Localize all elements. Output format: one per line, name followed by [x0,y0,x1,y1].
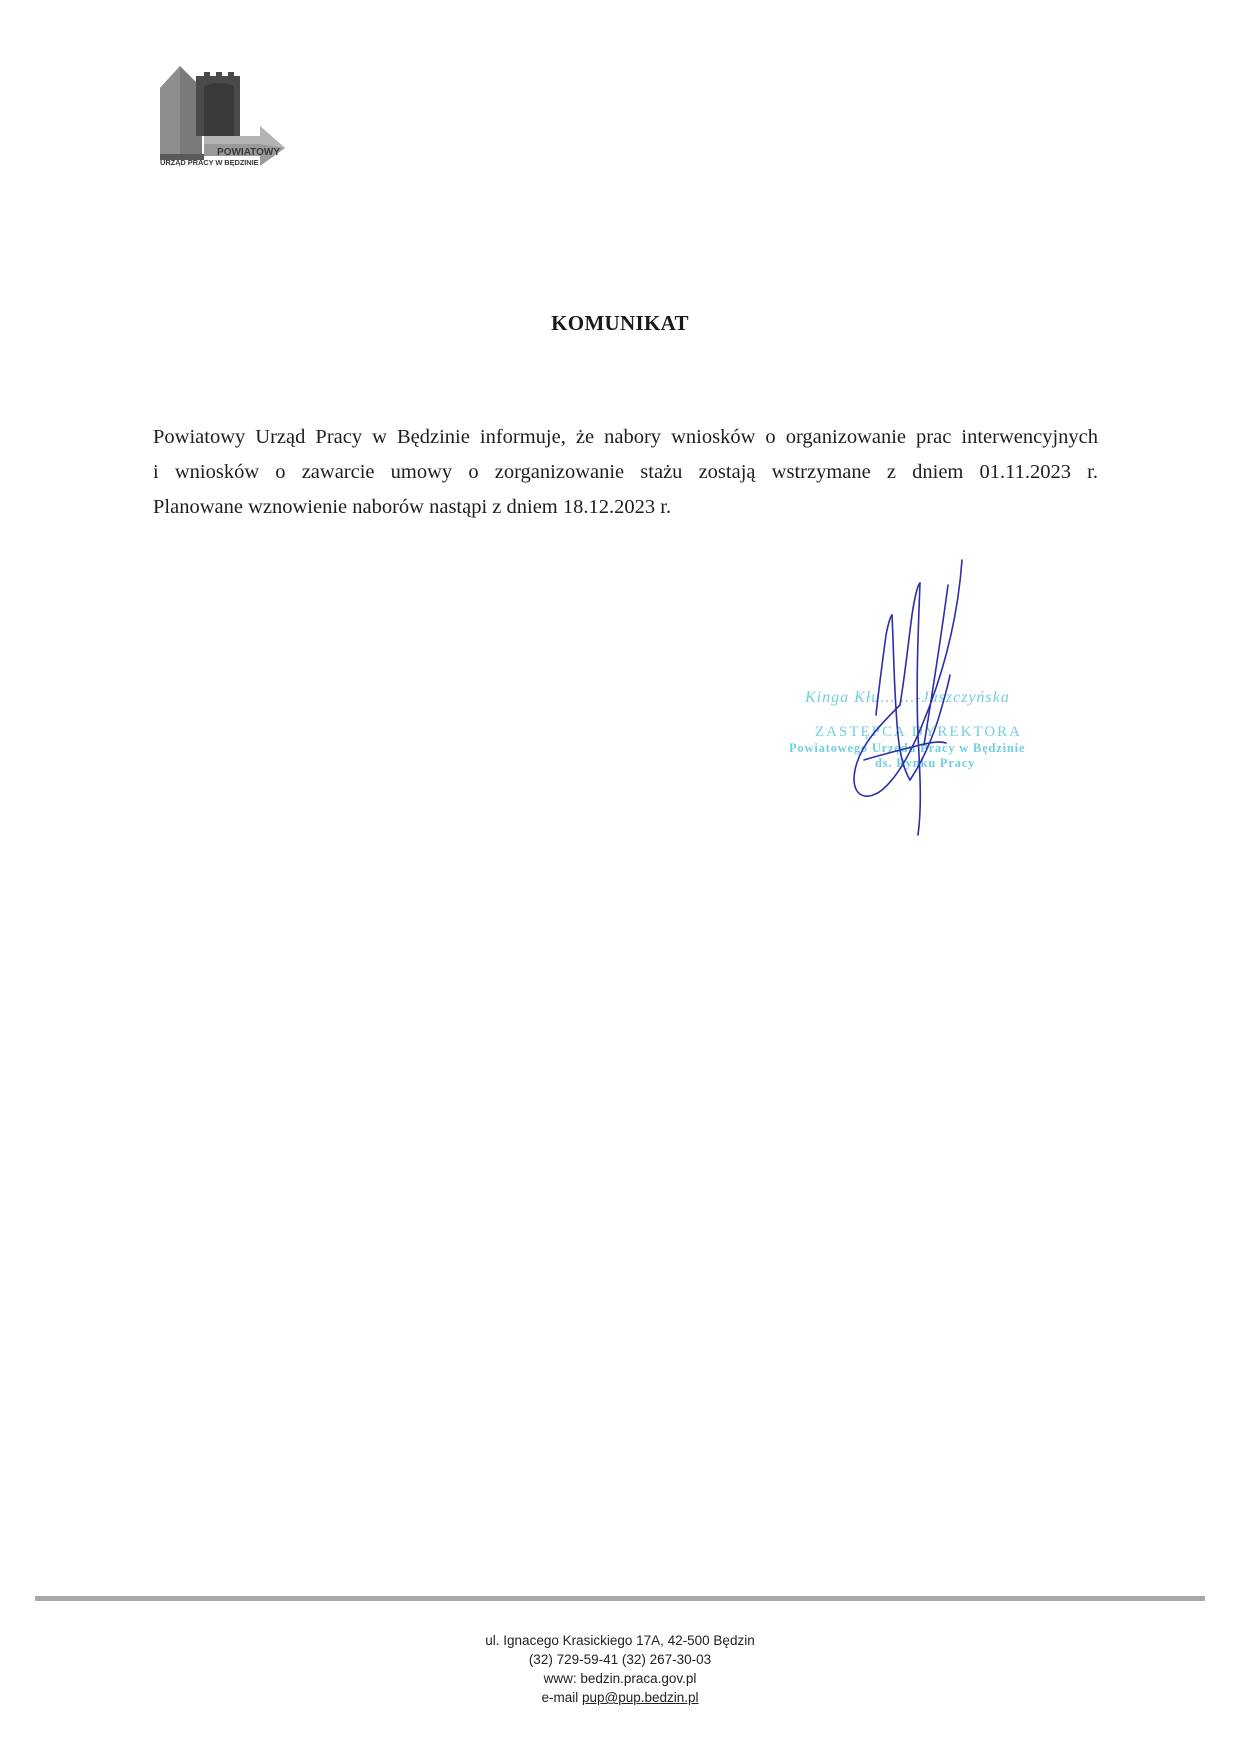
footer-email-link[interactable]: pup@pup.bedzin.pl [581,1690,699,1705]
logo-text-line1: POWIATOWY [217,147,280,158]
body-line-2: i wniosków o zawarcie umowy o zorganizowanie stażu zostają wstrzymane z dniem 01.11.2023 r. [153,461,1098,483]
footer-www-link[interactable]: bedzin.praca.gov.pl [580,1671,697,1686]
footer-address: ul. Ignacego Krasickiego 17A, 42-500 Będzin [485,1633,755,1648]
footer-email-line [0,1688,1240,1707]
footer-divider [35,1596,1205,1601]
footer-contact [0,1631,1240,1707]
footer-phones: (32) 729-59-41 (32) 267-30-03 [528,1652,712,1667]
footer-email-prefix: e-mail [541,1690,582,1705]
footer-www-line [0,1669,1240,1688]
logo-text-line2: URZĄD PRACY W BĘDZINIE [160,158,259,167]
document-body [153,420,1098,525]
office-logo-text [160,148,290,168]
body-line-1: Powiatowy Urząd Pracy w Będzinie informuje, że nabory wniosków o organizowanie prac interwencyjnych [153,426,1098,448]
stamp-name: Kinga Kłu... ...-Juszczyńska [805,689,1010,706]
handwritten-signature [820,555,980,840]
stamp-office-line2: ds. Rynku Pracy [875,756,976,770]
footer-www-prefix: www: [543,1671,581,1686]
document-title: KOMUNIKAT [551,311,689,335]
body-line-3: Planowane wznowienie naborów nastąpi z dniem 18.12.2023 r. [153,496,672,518]
stamp-role: ZASTĘPCA DYREKTORA [815,724,1022,740]
stamp-office: Powiatowego Urzędu Pracy w Będzinie [789,741,1026,755]
